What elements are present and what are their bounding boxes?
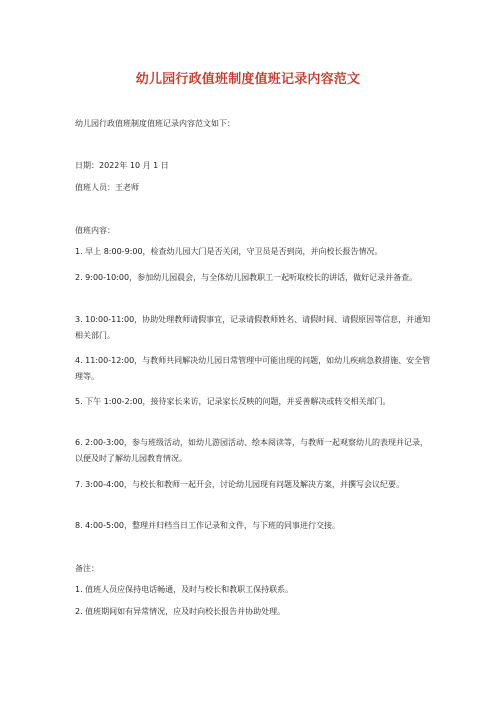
staff-line: 值班人员：王老师 — [75, 183, 139, 192]
content-item-5: 5. 下午 1:00-2:00，接待家长来访，记录家长反映的问题，并妥善解决或转交相关部门。 — [75, 397, 391, 406]
content-item-8: 8. 4:00-5:00，整理并归档当日工作记录和文件，与下班的同事进行交接。 — [75, 521, 340, 530]
content-item-4: 4. 11:00-12:00，与教师共同解决幼儿园日常管理中可能出现的问题，如幼儿疾病急救措施、安全管理等。 — [75, 356, 431, 381]
note-item-1: 1. 值班人员应保持电话畅通，及时与校长和教职工保持联系。 — [75, 585, 294, 594]
date-line: 日期：2022年 10 月 1 日 — [75, 161, 169, 170]
content-item-6: 6. 2:00-3:00，参与班级活动，如幼儿游园活动、绘本阅读等，与教师一起观察幼儿的表现并记录，以便及时了解幼儿园教育情况。 — [75, 438, 428, 463]
content-item-1: 1. 早上 8:00-9:00，检查幼儿园大门是否关闭，守卫员是否到岗，并向校长报告情况。 — [75, 247, 383, 256]
intro-text: 幼儿园行政值班制度值班记录内容范文如下： — [75, 119, 235, 128]
content-item-3: 3. 10:00-11:00，协助处理教师请假事宜，记录请假教师姓名、请假时间、请假原因等信息，并通知相关部门。 — [75, 315, 431, 340]
document-title: 幼儿园行政值班制度值班记录内容范文 — [135, 72, 361, 87]
content-item-7: 7. 3:00-4:00，与校长和教师一起开会，讨论幼儿园现有问题及解决方案，并撰写会议纪要。 — [75, 480, 404, 489]
note-item-2: 2. 值班期间如有异常情况，应及时向校长报告并协助处理。 — [75, 607, 286, 616]
notes-heading: 备注： — [75, 564, 99, 573]
content-heading: 值班内容： — [75, 226, 115, 235]
content-item-2: 2. 9:00-10:00，参加幼儿园晨会，与全体幼儿园教职工一起听取校长的讲话，做好记录并备查。 — [75, 273, 418, 282]
